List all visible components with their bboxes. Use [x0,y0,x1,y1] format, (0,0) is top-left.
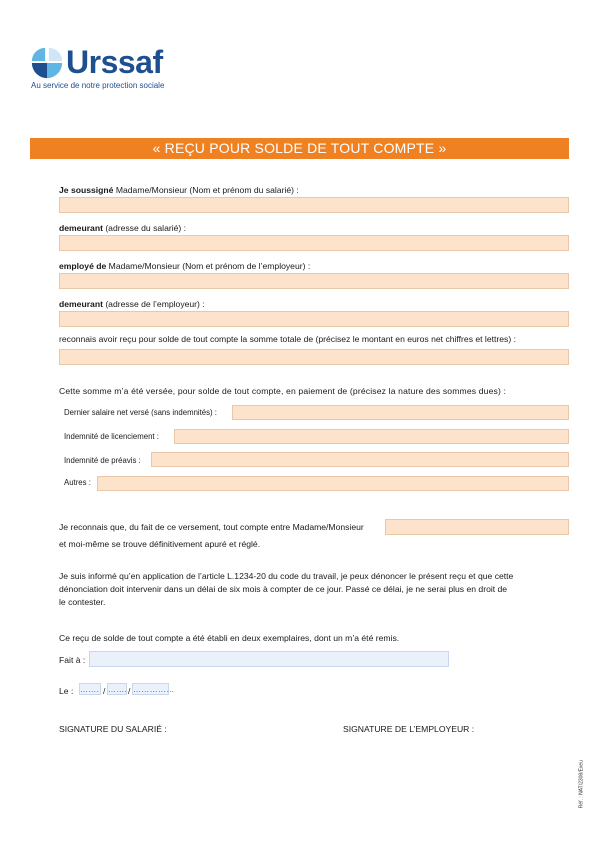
label-fait-a: Fait à : [59,655,86,665]
signature-salarie: SIGNATURE DU SALARIÉ : [59,724,167,734]
label-employeur: employé de Madame/Monsieur (Nom et prénom de l’employeur) : [59,261,311,271]
preavis-field[interactable] [151,452,569,467]
label-autres: Autres : [64,478,91,487]
informe-line1: Je suis informé qu’en application de l’article L.1234-20 du code du travail, je peux dénoncer le présent reçu et que cette [59,571,514,581]
date-sep2: / [128,686,131,696]
signature-employeur: SIGNATURE DE L’EMPLOYEUR : [343,724,475,734]
exemplaires-text: Ce reçu de solde de tout compte a été établi en deux exemplaires, dont un m’a été remis. [59,633,400,643]
page-title: « REÇU POUR SOLDE DE TOUT COMPTE » [30,138,569,159]
salarie-name-field[interactable] [59,197,569,213]
nature-intro: Cette somme m’a été versée, pour solde de tout compte, en paiement de (précisez la nature des sommes dues) : [59,386,507,396]
brand-name: Urssaf [66,44,163,80]
licenciement-field[interactable] [174,429,569,444]
informe-paragraph [59,570,513,609]
label-salarie: Je soussigné Madame/Monsieur (Nom et prénom du salarié) : [59,185,299,195]
label-le: Le : [59,686,74,696]
informe-line3: le contester. [59,597,106,607]
dernier-salaire-field[interactable] [232,405,569,420]
date-year-dots: …………… [133,685,175,694]
reconnais-name-field[interactable] [385,519,569,535]
employeur-address-field[interactable] [59,311,569,327]
label-licenciement: Indemnité de licenciement : [64,432,159,441]
reconnais-line1: Je reconnais que, du fait de ce versement, tout compte entre Madame/Monsieur [59,522,364,532]
label-adresse-employeur: demeurant (adresse de l’employeur) : [59,299,205,309]
reconnais-line2: et moi-même se trouve définitivement apuré et réglé. [59,539,261,549]
date-day-dots: ……. [80,685,100,694]
brand-tagline: Au service de notre protection sociale [31,81,165,90]
salarie-address-field[interactable] [59,235,569,251]
urssaf-logo-icon [30,46,64,80]
date-sep1: / [103,686,106,696]
montant-field[interactable] [59,349,569,365]
informe-line2: dénonciation doit intervenir dans un délai de six mois à compter de ce jour. Passé ce délai, je ne serai plus en droit de [59,584,508,594]
fait-a-field[interactable] [89,651,449,667]
label-dernier-salaire: Dernier salaire net versé (sans indemnités) : [64,408,217,417]
date-month-dots: ……. [108,685,128,694]
document-reference: Réf. : NAT/2308/Exeu [578,760,584,809]
label-adresse-salarie: demeurant (adresse du salarié) : [59,223,187,233]
employeur-name-field[interactable] [59,273,569,289]
autres-field[interactable] [97,476,569,491]
label-preavis: Indemnité de préavis : [64,456,141,465]
label-montant: reconnais avoir reçu pour solde de tout compte la somme totale de (précisez le montant en euros net chiffres et lettres) : [59,334,516,344]
